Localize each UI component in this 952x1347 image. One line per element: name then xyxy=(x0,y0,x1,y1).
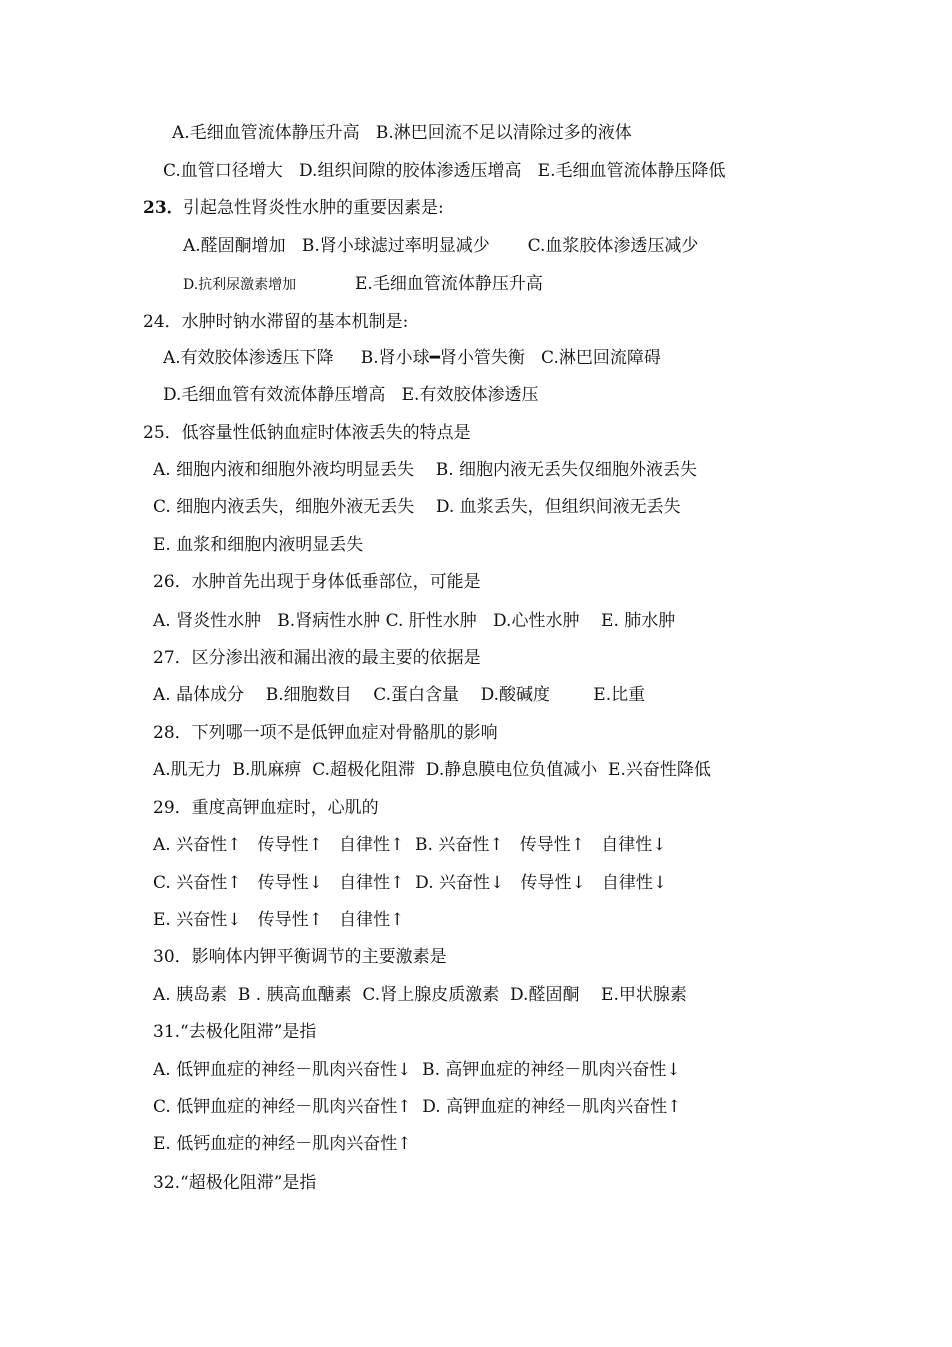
q30-options: A. 胰岛素 B . 胰高血醣素 C.肾上腺皮质激素 D.醛固酮 E.甲状腺素 xyxy=(153,985,687,1005)
q25-option-e: E. 血浆和细胞内液明显丢失 xyxy=(153,535,364,555)
q23-number: 23． xyxy=(143,198,184,218)
q29-options-ab: A. 兴奋性↑ 传导性↑ 自律性↑ B. 兴奋性↑ 传导性↑ 自律性↓ xyxy=(153,835,667,855)
q28-options: A.肌无力 B.肌麻痹 C.超极化阻滞 D.静息膜电位负值减小 E.兴奋性降低 xyxy=(153,760,711,780)
q31-options-ab: A. 低钾血症的神经－肌肉兴奋性↓ B. 高钾血症的神经－肌肉兴奋性↓ xyxy=(153,1060,681,1080)
q31-option-e: E. 低钙血症的神经－肌肉兴奋性↑ xyxy=(153,1134,412,1154)
q24-options-abc: A.有效胶体渗透压下降 B.肾小球━肾小管失衡 C.淋巴回流障碍 xyxy=(163,348,661,368)
q32-question: 32.“超极化阻滞”是指 xyxy=(153,1173,317,1193)
q26-options: A. 肾炎性水肿 B.肾病性水肿 C. 肝性水肿 D.心性水肿 E. 肺水肿 xyxy=(153,611,676,631)
q29-options-cd: C. 兴奋性↑ 传导性↓ 自律性↑ D. 兴奋性↓ 传导性↓ 自律性↓ xyxy=(153,873,668,893)
q22-options-cde: C.血管口径增大 D.组织间隙的胶体渗透压增高 E.毛细血管流体静压降低 xyxy=(163,161,726,181)
q27-options: A. 晶体成分 B.细胞数目 C.蛋白含量 D.酸碱度 E.比重 xyxy=(153,685,646,705)
q25-options-cd: C. 细胞内液丢失，细胞外液无丢失 D. 血浆丢失，但组织间液无丢失 xyxy=(153,497,681,517)
q29-option-e: E. 兴奋性↓ 传导性↑ 自律性↑ xyxy=(153,910,405,930)
q23-option-e: E.毛细血管流体静压升高 xyxy=(355,274,543,294)
q22-options-ab: A.毛细血管流体静压升高 B.淋巴回流不足以清除过多的液体 xyxy=(172,123,632,143)
q29-question: 29．重度高钾血症时，心肌的 xyxy=(153,798,379,818)
q24-options-de: D.毛细血管有效流体静压增高 E.有效胶体渗透压 xyxy=(163,385,539,405)
q23-question: 引起急性肾炎性水肿的重要因素是: xyxy=(183,198,444,218)
q30-question: 30．影响体内钾平衡调节的主要激素是 xyxy=(153,947,447,967)
q25-question: 25．低容量性低钠血症时体液丢失的特点是 xyxy=(143,423,471,443)
q28-question: 28．下列哪一项不是低钾血症对骨骼肌的影响 xyxy=(153,723,498,743)
q23-option-d: D.抗利尿激素增加 xyxy=(183,277,297,293)
q31-question: 31.“去极化阻滞”是指 xyxy=(153,1022,317,1042)
q26-question: 26．水肿首先出现于身体低垂部位，可能是 xyxy=(153,572,481,592)
q24-question: 24．水肿时钠水滞留的基本机制是: xyxy=(143,312,409,332)
q27-question: 27．区分渗出液和漏出液的最主要的依据是 xyxy=(153,648,481,668)
q23-options-abc: A.醛固酮增加 B.肾小球滤过率明显减少 C.血浆胶体渗透压减少 xyxy=(183,236,699,256)
q25-options-ab: A. 细胞内液和细胞外液均明显丢失 B. 细胞内液无丢失仅细胞外液丢失 xyxy=(153,460,697,480)
q31-options-cd: C. 低钾血症的神经－肌肉兴奋性↑ D. 高钾血症的神经－肌肉兴奋性↑ xyxy=(153,1097,682,1117)
